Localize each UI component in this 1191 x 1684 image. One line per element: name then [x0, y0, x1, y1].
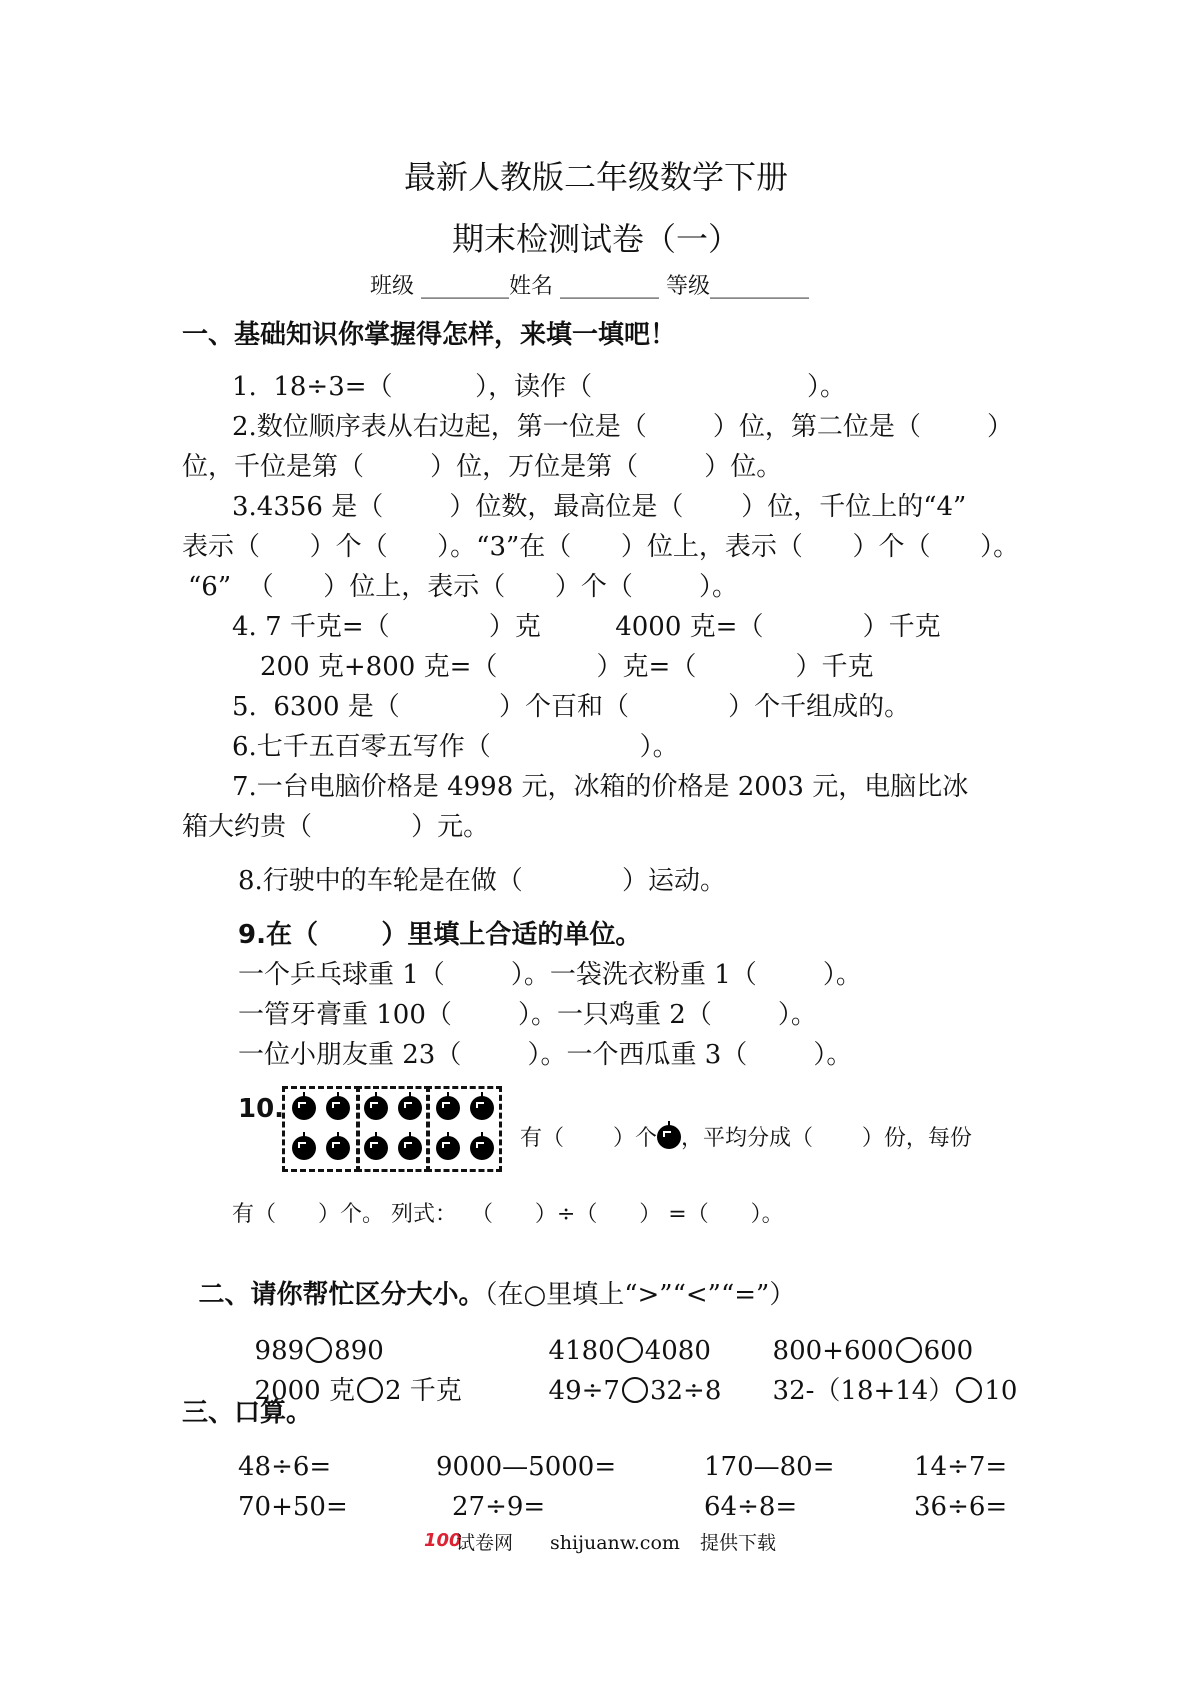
page-subtitle: 期末检测试卷（一）: [452, 220, 741, 258]
apple-icon: [398, 1136, 422, 1160]
question-5: 5. 6300 是（ ）个百和（ ）个千组成的。: [232, 692, 911, 722]
question-1: 1. 18÷3=（ ），读作（ ）。: [232, 372, 847, 402]
question-2-line2: 位，千位是第（ ）位，万位是第（ ）位。: [182, 452, 783, 482]
site-logo: 100: [424, 1530, 462, 1551]
section3-heading: 三、口算。: [182, 1398, 313, 1428]
question-4-line1: 4. 7 千克=（ ）克 4000 克=（ ）千克: [232, 612, 941, 642]
apple-icon: [657, 1125, 681, 1149]
footer-url[interactable]: shijuanw.com: [550, 1532, 680, 1554]
section2-heading: 二、请你帮忙区分大小。: [198, 1280, 485, 1310]
apple-icon: [364, 1136, 388, 1160]
mental-math-item: 48÷6=: [238, 1452, 332, 1482]
compare-left: 4180: [548, 1336, 615, 1366]
apple-icon: [398, 1096, 422, 1120]
mental-math-item: 36÷6=: [914, 1492, 1008, 1522]
compare-item: [756, 1346, 1017, 1406]
apple-icon: [326, 1096, 350, 1120]
question-6: 6.七千五百零五写作（ ）。: [232, 732, 679, 762]
question-10-number: 10.: [238, 1094, 285, 1124]
compare-left: 49÷7: [548, 1376, 620, 1406]
student-info-line: 班级 ________姓名 _________ 等级_________: [370, 274, 809, 299]
question-9-heading: 9.在（ ）里填上合适的单位。: [238, 920, 642, 950]
question-9-line2: 一管牙膏重 100（ ）。一只鸡重 2（ ）。: [238, 1000, 817, 1030]
question-4-line2: 200 克+800 克=（ ）克=（ ）千克: [260, 652, 874, 682]
compare-item: [238, 1346, 462, 1406]
section2-heading-note: （在○里填上“>”“<”“=”）: [484, 1280, 796, 1310]
apple-icon: [292, 1096, 316, 1120]
compare-right: 600: [923, 1336, 974, 1366]
section2-heading-line: [182, 1250, 795, 1310]
compare-left: 989: [254, 1336, 305, 1366]
apple-icon: [326, 1136, 350, 1160]
question-7-line2: 箱大约贵（ ）元。: [182, 812, 490, 842]
question-10-text-part2: ，平均分成（ ）份，每份: [680, 1126, 972, 1151]
compare-right: 32÷8: [649, 1376, 722, 1406]
question-3-line3: “6” （ ）位上，表示（ ）个（ ）。: [188, 572, 738, 602]
apple-icon: [436, 1136, 460, 1160]
apple-icon: [364, 1096, 388, 1120]
apple-icon: [470, 1136, 494, 1160]
mental-math-item: 70+50=: [238, 1492, 348, 1522]
mental-math-item: 170—80=: [704, 1452, 835, 1482]
question-3-line2: 表示（ ）个（ ）。“3”在（ ）位上，表示（ ）个（ ）。: [182, 532, 1020, 562]
compare-circle[interactable]: [357, 1377, 383, 1403]
compare-right: 2 千克: [384, 1376, 462, 1406]
question-10-text-part1: 有（ ）个: [520, 1126, 657, 1151]
mental-math-item: 64÷8=: [704, 1492, 798, 1522]
compare-right: 890: [334, 1336, 384, 1366]
compare-circle[interactable]: [622, 1377, 648, 1403]
compare-left: 800+600: [772, 1336, 894, 1366]
apple-icon: [470, 1096, 494, 1120]
question-9-line1: 一个乒乓球重 1（ ）。一袋洗衣粉重 1（ ）。: [238, 960, 862, 990]
question-3-line1: 3.4356 是（ ）位数，最高位是（ ）位，千位上的“4”: [232, 492, 967, 522]
compare-left: 2000 克: [254, 1376, 355, 1406]
page-title: 最新人教版二年级数学下册: [404, 158, 789, 196]
footer-note: 提供下载: [700, 1532, 777, 1554]
compare-right: 4080: [644, 1336, 711, 1366]
apple-icon: [436, 1096, 460, 1120]
compare-left: 32-（18+14）: [772, 1376, 955, 1406]
section1-heading: 一、基础知识你掌握得怎样，来填一填吧！: [182, 320, 677, 350]
mental-math-item: 9000—5000=: [436, 1452, 617, 1482]
mental-math-item: 14÷7=: [914, 1452, 1008, 1482]
footer-site-name: 试卷网: [456, 1532, 514, 1554]
question-2-line1: 2.数位顺序表从右边起，第一位是（ ）位，第二位是（ ）: [232, 412, 1014, 442]
apple-icon: [292, 1136, 316, 1160]
question-9-line3: 一位小朋友重 23（ ）。一个西瓜重 3（ ）。: [238, 1040, 853, 1070]
question-7-line1: 7.一台电脑价格是 4998 元，冰箱的价格是 2003 元，电脑比冰: [232, 772, 969, 802]
compare-item: [532, 1346, 721, 1406]
mental-math-item: 27÷9=: [452, 1492, 546, 1522]
question-10-text: [506, 1094, 972, 1154]
question-8: 8.行驶中的车轮是在做（ ）运动。: [238, 866, 726, 896]
compare-circle[interactable]: [956, 1377, 982, 1403]
compare-right: 10: [984, 1376, 1018, 1406]
question-10-line2: 有（ ）个。 列式： （ ）÷（ ） =（ ）。: [232, 1202, 784, 1227]
